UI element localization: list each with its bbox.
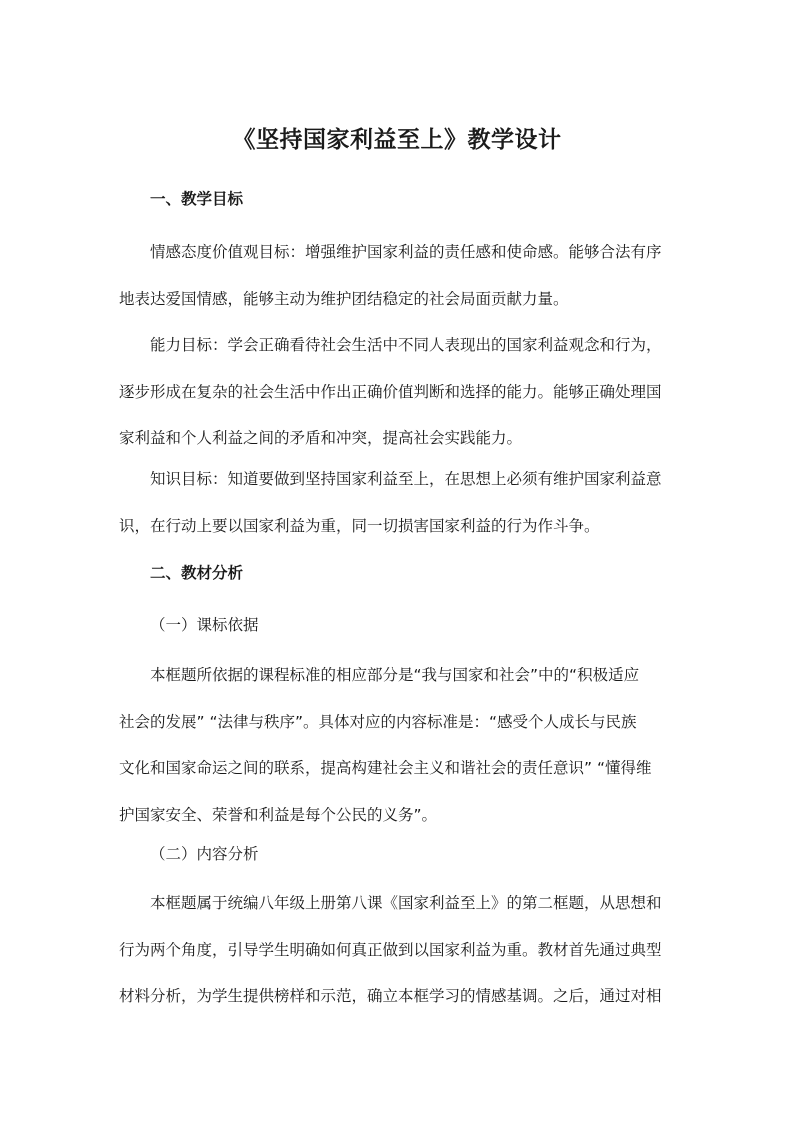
paragraph-line: 护国家安全、荣誉和利益是每个公民的义务”。 — [119, 805, 438, 824]
paragraph-line: 逐步形成在复杂的社会生活中作出正确价值判断和选择的能力。能够正确处理国 — [119, 382, 662, 401]
paragraph-line: 本框题所依据的课程标准的相应部分是“我与国家和社会”中的“积极适应 — [150, 666, 640, 684]
paragraph-line: 情感态度价值观目标：增强维护国家利益的责任感和使命感。能够合法有序 — [150, 243, 662, 261]
subheading-curriculum-basis: （一）课标依据 — [150, 616, 259, 634]
paragraph-line: 家利益和个人利益之间的矛盾和冲突，提高社会实践能力。 — [119, 429, 523, 447]
paragraph-line: 社会的发展” “法律与秩序”。具体对应的内容标准是：“感受个人成长与民族 — [119, 712, 637, 731]
paragraph-line: 行为两个角度，引导学生明确如何真正做到以国家利益为重。教材首先通过典型 — [119, 940, 662, 959]
paragraph-content-analysis — [119, 892, 679, 1007]
paragraph-line: 地表达爱国情感，能够主动为维护团结稳定的社会局面贡献力量。 — [119, 289, 569, 308]
paragraph-knowledge-goal — [119, 468, 679, 537]
subheading-content-analysis: （二）内容分析 — [150, 845, 259, 863]
paragraph-line: 能力目标：学会正确看待社会生活中不同人表现出的国家利益观念和行为， — [150, 336, 662, 354]
paragraph-line: 文化和国家命运之间的联系，提高构建社会主义和谐社会的责任意识” “懂得维 — [119, 759, 652, 777]
paragraph-line: 材料分析，为学生提供榜样和示范，确立本框学习的情感基调。之后，通过对相 — [119, 987, 662, 1005]
paragraph-line: 知识目标：知道要做到坚持国家利益至上，在思想上必须有维护国家利益意 — [150, 470, 662, 488]
paragraph-curriculum-basis — [119, 664, 679, 826]
paragraph-line: 识，在行动上要以国家利益为重，同一切损害国家利益的行为作斗争。 — [119, 516, 600, 535]
document-title: 《坚持国家利益至上》教学设计 — [232, 127, 562, 153]
paragraph-emotion-goal — [119, 241, 679, 310]
section-heading-textbook-analysis: 二、教材分析 — [150, 564, 244, 582]
section-heading-teaching-goals: 一、教学目标 — [150, 190, 244, 208]
paragraph-line: 本框题属于统编八年级上册第八课《国家利益至上》的第二框题，从思想和 — [150, 894, 662, 912]
paragraph-ability-goal — [119, 334, 679, 449]
